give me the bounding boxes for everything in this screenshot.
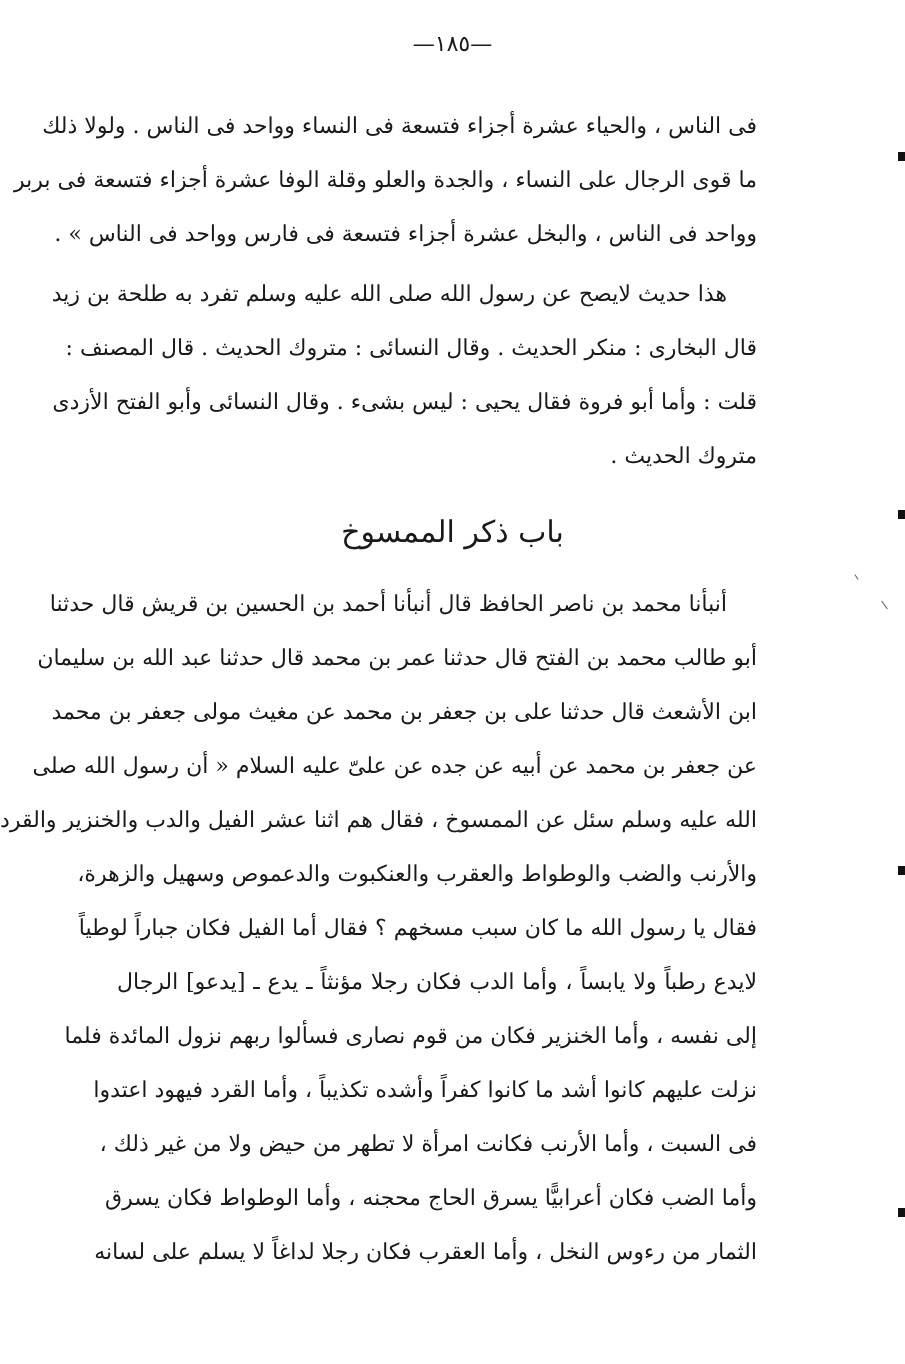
paragraph-3 bbox=[0, 578, 757, 1280]
paragraph-2 bbox=[51, 268, 757, 484]
text-line: متروك الحديث . bbox=[610, 444, 757, 469]
text-line: وأما الضب فكان أعرابيًّا يسرق الحاج محجنه ، وأما الوطواط فكان يسرق bbox=[105, 1186, 757, 1211]
text-line: ما قوى الرجال على النساء ، والجدة والعلو وقلة الوفا عشرة أجزاء فتسعة فى بربر bbox=[13, 168, 757, 193]
section-heading: باب ذكر الممسوخ bbox=[341, 515, 564, 550]
scan-edge-mark bbox=[898, 510, 905, 519]
text-line: الله عليه وسلم سئل عن الممسوخ ، فقال هم اثنا عشر الفيل والدب والخنزير والقرد bbox=[0, 808, 757, 833]
text-line: إلى نفسه ، وأما الخنزير فكان من قوم نصارى فسألوا ربهم نزول المائدة فلما bbox=[64, 1024, 757, 1049]
text-line: ابن الأشعث قال حدثنا على بن جعفر بن محمد عن مغيث مولى جعفر بن محمد bbox=[51, 700, 757, 725]
text-line: فقال يا رسول الله ما كان سبب مسخهم ؟ فقال أما الفيل فكان جباراً لوطياً bbox=[78, 916, 757, 941]
text-line: نزلت عليهم كانوا أشد ما كانوا كفراً وأشده تكذيباً ، وأما القرد فيهود اعتدوا bbox=[93, 1078, 757, 1103]
text-line: هذا حديث لايصح عن رسول الله صلى الله عليه وسلم تفرد به طلحة بن زيد bbox=[51, 282, 727, 307]
page-number: —١٨٥— bbox=[412, 32, 493, 57]
text-line: أنبأنا محمد بن ناصر الحافظ قال أنبأنا أحمد بن الحسين بن قريش قال حدثنا bbox=[49, 592, 727, 617]
text-line: عن جعفر بن محمد عن أبيه عن جده عن علىّ عليه السلام « أن رسول الله صلى bbox=[32, 754, 757, 779]
text-line: لايدع رطباً ولا يابساً ، وأما الدب فكان رجلا مؤنثاً ـ يدع ـ [يدعو] الرجال bbox=[117, 970, 757, 995]
scan-speck bbox=[854, 574, 858, 579]
scan-speck bbox=[881, 601, 888, 610]
text-line: أبو طالب محمد بن الفتح قال حدثنا عمر بن محمد قال حدثنا عبد الله بن سليمان bbox=[37, 646, 757, 671]
text-line: فى السبت ، وأما الأرنب فكانت امرأة لا تطهر من حيض ولا من غير ذلك ، bbox=[99, 1132, 757, 1157]
text-line: الثمار من رءوس النخل ، وأما العقرب فكان رجلا لداغاً لا يسلم على لسانه bbox=[94, 1240, 757, 1265]
text-line: فى الناس ، والحياء عشرة أجزاء فتسعة فى النساء وواحد فى الناس . ولولا ذلك bbox=[42, 114, 757, 139]
text-line: والأرنب والضب والوطواط والعقرب والعنكبوت والدعموص وسهيل والزهرة، bbox=[77, 862, 757, 887]
paragraph-1 bbox=[13, 100, 757, 262]
text-line: قلت : وأما أبو فروة فقال يحيى : ليس بشىء . وقال النسائى وأبو الفتح الأزدى bbox=[52, 390, 757, 415]
text-line: وواحد فى الناس ، والبخل عشرة أجزاء فتسعة فى فارس وواحد فى الناس » . bbox=[54, 222, 757, 247]
text-line: قال البخارى : منكر الحديث . وقال النسائى : متروك الحديث . قال المصنف : bbox=[65, 336, 757, 361]
scan-edge-mark bbox=[898, 152, 905, 161]
scan-edge-mark bbox=[898, 1208, 905, 1217]
scan-edge-mark bbox=[898, 866, 905, 875]
